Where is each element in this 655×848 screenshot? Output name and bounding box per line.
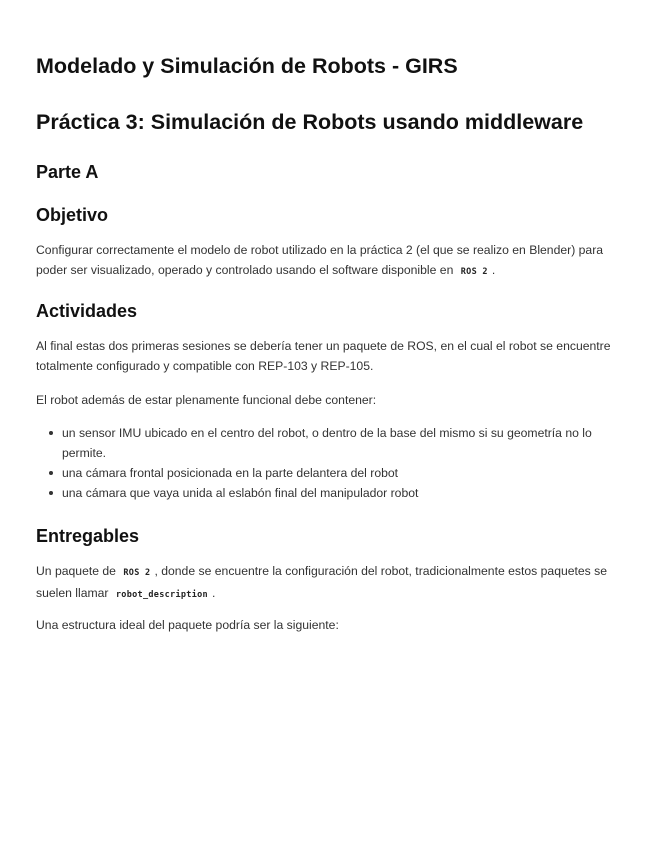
list-item-text: una cámara que vaya unida al eslabón final del manipulador robot — [62, 486, 419, 500]
entregables-text-3: . — [211, 586, 216, 600]
part-heading: Parte A — [36, 162, 99, 182]
document-subtitle: Práctica 3: Simulación de Robots usando middleware — [36, 110, 584, 134]
objetivo-paragraph — [36, 240, 616, 282]
list-item — [36, 483, 616, 503]
ros2-code: ROS 2 — [460, 267, 488, 277]
entregables-text-1: Un paquete de — [36, 564, 116, 578]
list-item-text: un sensor IMU ubicado en el centro del robot, o dentro de la base del mismo si su geometría no lo permite. — [62, 426, 592, 460]
actividades-list — [36, 423, 616, 503]
entregables-text-2: , donde se encuentre la configuración del robot, tradicionalmente estos paquetes se suelen llamar — [36, 564, 608, 600]
bullet-icon — [49, 431, 53, 435]
document-title: Modelado y Simulación de Robots - GIRS — [36, 54, 458, 78]
ros2-code: ROS 2 — [123, 568, 151, 578]
entregables-heading: Entregables — [36, 526, 140, 546]
objetivo-heading: Objetivo — [36, 205, 109, 225]
robot-description-code: robot_description — [115, 590, 208, 600]
actividades-heading: Actividades — [36, 301, 138, 321]
actividades-paragraph-2: El robot además de estar plenamente funcional debe contener: — [36, 393, 377, 407]
bullet-icon — [49, 491, 53, 495]
list-item — [36, 463, 616, 483]
actividades-paragraph-1: Al final estas dos primeras sesiones se debería tener un paquete de ROS, en el cual el robot se encuentre totalmente configurado y compatible con REP-103 y REP-105. — [36, 339, 611, 373]
list-item — [36, 423, 616, 463]
objetivo-text: Configurar correctamente el modelo de robot utilizado en la práctica 2 (el que se realizo en Blender) para poder ser visualizado, operado y controlado usando el software disponible en — [36, 243, 604, 277]
entregables-paragraph-2: Una estructura ideal del paquete podría ser la siguiente: — [36, 618, 339, 632]
list-item-text: una cámara frontal posicionada en la parte delantera del robot — [62, 466, 399, 480]
bullet-icon — [49, 471, 53, 475]
objetivo-text-end: . — [491, 263, 496, 277]
entregables-paragraph-1 — [36, 561, 616, 605]
